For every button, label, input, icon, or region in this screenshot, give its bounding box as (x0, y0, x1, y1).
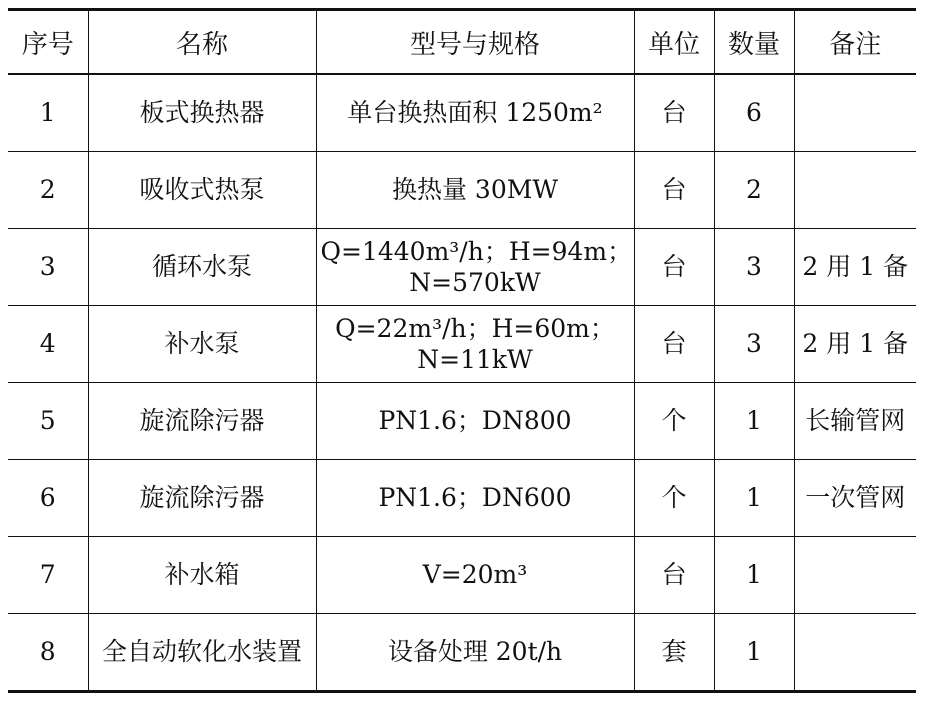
cell-name: 全自动软化水装置 (88, 614, 316, 692)
cell-no: 2 (8, 152, 88, 229)
header-remark: 备注 (794, 10, 916, 75)
table-row (8, 614, 916, 692)
cell-name: 吸收式热泵 (88, 152, 316, 229)
table-row (8, 229, 916, 306)
cell-no: 4 (8, 306, 88, 383)
cell-unit: 台 (634, 306, 714, 383)
cell-qty: 3 (714, 306, 794, 383)
cell-no: 5 (8, 383, 88, 460)
cell-qty: 1 (714, 460, 794, 537)
cell-unit: 套 (634, 614, 714, 692)
header-unit: 单位 (634, 10, 714, 75)
cell-remark (794, 152, 916, 229)
cell-qty: 2 (714, 152, 794, 229)
cell-spec (316, 229, 634, 306)
cell-remark: 2 用 1 备 (794, 306, 916, 383)
cell-qty: 3 (714, 229, 794, 306)
cell-qty: 6 (714, 74, 794, 152)
cell-remark: 2 用 1 备 (794, 229, 916, 306)
header-qty: 数量 (714, 10, 794, 75)
table-row (8, 74, 916, 152)
cell-unit: 台 (634, 537, 714, 614)
cell-unit: 个 (634, 383, 714, 460)
spec-line-1: Q=22m³/h；H=60m； (335, 313, 615, 343)
cell-spec: PN1.6；DN600 (316, 460, 634, 537)
cell-name: 板式换热器 (88, 74, 316, 152)
cell-no: 6 (8, 460, 88, 537)
cell-name: 循环水泵 (88, 229, 316, 306)
cell-name: 补水箱 (88, 537, 316, 614)
table-row (8, 383, 916, 460)
cell-no: 1 (8, 74, 88, 152)
equipment-table (8, 8, 916, 693)
cell-unit: 台 (634, 152, 714, 229)
cell-qty: 1 (714, 537, 794, 614)
cell-unit: 台 (634, 74, 714, 152)
cell-remark (794, 537, 916, 614)
spec-line-2: N=570kW (409, 268, 541, 297)
cell-remark (794, 614, 916, 692)
cell-name: 补水泵 (88, 306, 316, 383)
cell-spec: 单台换热面积 1250m² (316, 74, 634, 152)
cell-spec: PN1.6；DN800 (316, 383, 634, 460)
spec-line-2: N=11kW (417, 345, 533, 374)
header-spec: 型号与规格 (316, 10, 634, 75)
cell-remark (794, 74, 916, 152)
cell-remark: 长输管网 (794, 383, 916, 460)
table-row (8, 306, 916, 383)
cell-no: 7 (8, 537, 88, 614)
cell-no: 3 (8, 229, 88, 306)
cell-name: 旋流除污器 (88, 460, 316, 537)
cell-remark: 一次管网 (794, 460, 916, 537)
cell-no: 8 (8, 614, 88, 692)
cell-qty: 1 (714, 383, 794, 460)
cell-unit: 台 (634, 229, 714, 306)
cell-spec: 换热量 30MW (316, 152, 634, 229)
header-name: 名称 (88, 10, 316, 75)
table-row (8, 460, 916, 537)
cell-spec: V=20m³ (316, 537, 634, 614)
cell-spec (316, 306, 634, 383)
table-row (8, 537, 916, 614)
header-no: 序号 (8, 10, 88, 75)
cell-name: 旋流除污器 (88, 383, 316, 460)
table-header-row (8, 10, 916, 75)
table-row (8, 152, 916, 229)
cell-qty: 1 (714, 614, 794, 692)
cell-unit: 个 (634, 460, 714, 537)
cell-spec: 设备处理 20t/h (316, 614, 634, 692)
spec-line-1: Q=1440m³/h；H=94m； (320, 236, 633, 266)
